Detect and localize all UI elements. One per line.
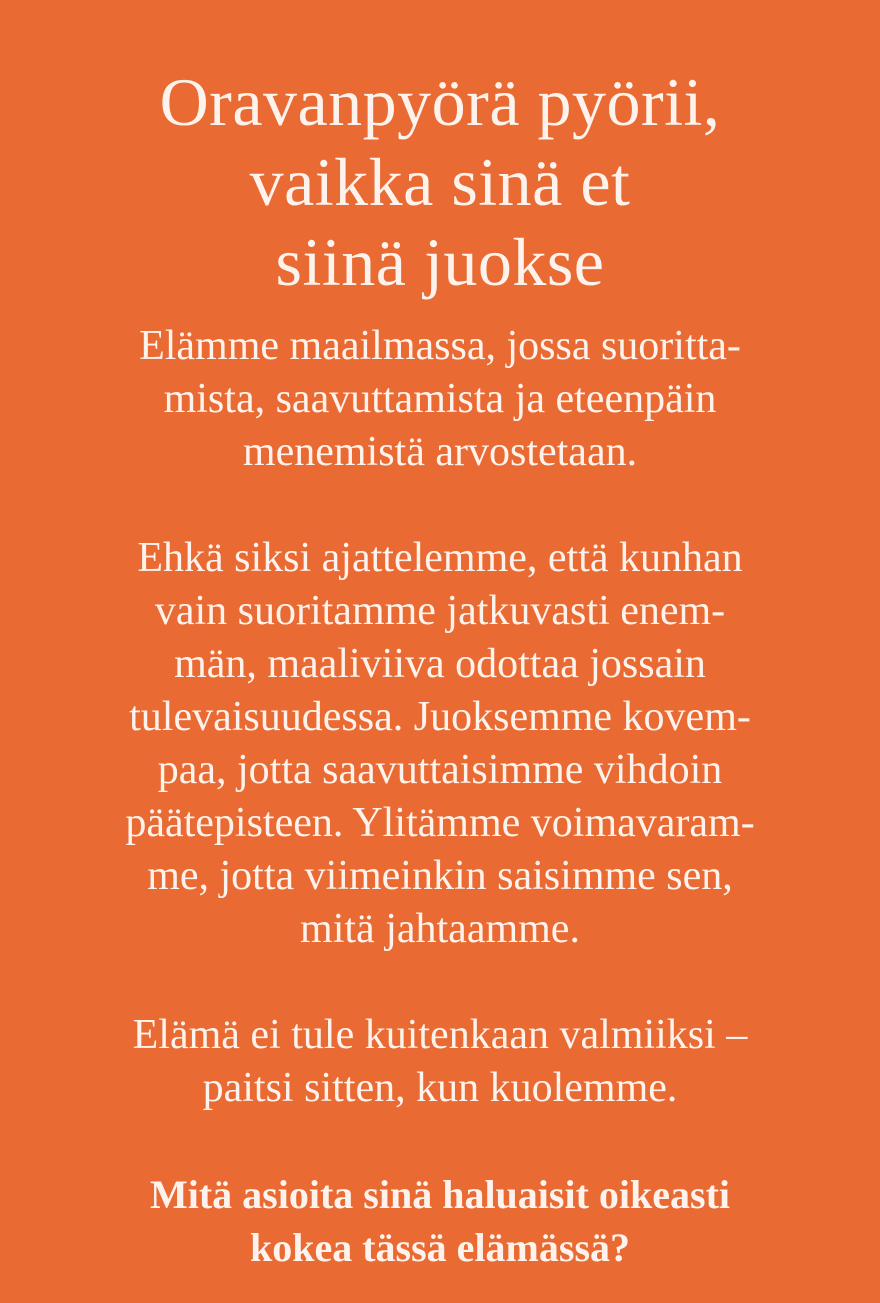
body-text <box>0 320 880 1274</box>
text-line: Elämä ei tule kuitenkaan valmiiksi – <box>132 1012 748 1058</box>
question-line: kokea tässä elämässä? <box>249 1225 631 1270</box>
text-line: päätepisteen. Ylitämme voimavaram- <box>125 800 755 846</box>
text-line: vain suoritamme jatkuvasti enem- <box>154 588 726 634</box>
question-text <box>0 1168 880 1274</box>
text-line: paitsi sitten, kun kuolemme. <box>202 1065 678 1111</box>
title-line: vaikka sinä et <box>249 144 631 220</box>
paragraph-closing <box>0 1009 880 1115</box>
title-line: Oravanpyörä pyörii, <box>159 64 721 140</box>
text-line: paa, jotta saavuttaisimme vihdoin <box>157 747 723 793</box>
paragraph-intro <box>0 320 880 479</box>
text-line: Ehkä siksi ajattelemme, että kunhan <box>137 535 743 581</box>
text-line: me, jotta viimeinkin saisimme sen, <box>147 853 733 899</box>
text-line: män, maaliviiva odottaa jossain <box>174 641 706 687</box>
text-line: menemistä arvostetaan. <box>242 429 638 475</box>
page-title <box>0 62 880 302</box>
text-line: tulevaisuudessa. Juoksemme kovem- <box>129 694 751 740</box>
paragraph-middle <box>0 532 880 956</box>
paragraph-gap <box>0 479 880 532</box>
text-line: mitä jahtaamme. <box>300 906 580 952</box>
paragraph-gap <box>0 1115 880 1168</box>
title-line: siinä juokse <box>275 224 605 300</box>
text-line: Elämme maailmassa, jossa suoritta- <box>139 323 741 369</box>
paragraph-gap <box>0 956 880 1009</box>
question-line: Mitä asioita sinä haluaisit oikeasti <box>149 1172 731 1217</box>
text-line: mista, saavuttamista ja eteenpäin <box>163 376 717 422</box>
